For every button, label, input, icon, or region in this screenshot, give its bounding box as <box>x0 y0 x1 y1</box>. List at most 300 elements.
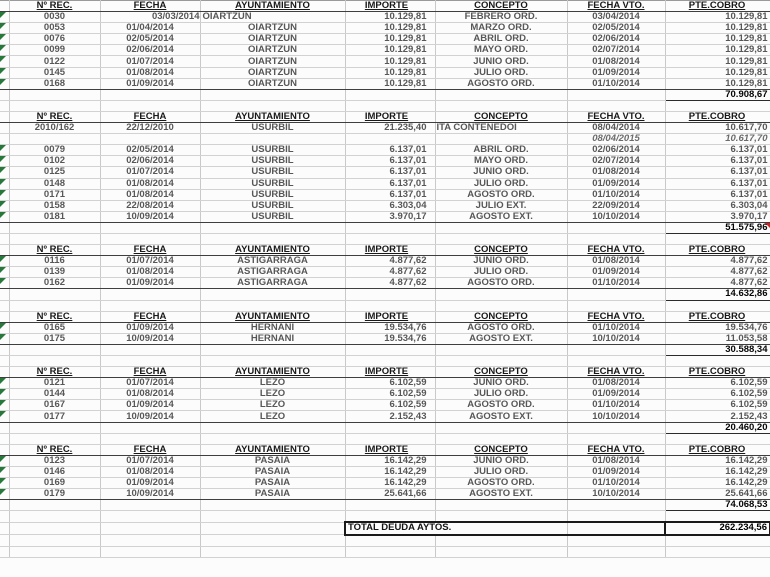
cell-vto[interactable]: 01/09/2014 <box>567 178 665 189</box>
column-header-concepto[interactable]: CONCEPTO <box>435 245 567 256</box>
column-header-concepto[interactable]: CONCEPTO <box>435 111 567 122</box>
cell-fecha[interactable]: 10/09/2014 <box>100 489 200 500</box>
cell-fecha[interactable]: 01/04/2014 <box>100 23 200 34</box>
cell-pte[interactable]: 2.152,43 <box>665 411 770 422</box>
cell-vto[interactable]: 01/08/2014 <box>567 56 665 67</box>
cell-fecha[interactable]: 01/07/2014 <box>100 455 200 466</box>
empty-cell[interactable] <box>200 100 345 111</box>
cell-fecha[interactable]: 01/07/2014 <box>100 56 200 67</box>
column-header-vto[interactable]: FECHA VTO. <box>567 111 665 122</box>
cell-pte[interactable]: 6.102,59 <box>665 400 770 411</box>
empty-cell[interactable] <box>567 356 665 367</box>
cell-fecha[interactable]: 03/03/2014 <box>100 12 200 23</box>
empty-cell[interactable] <box>665 300 770 311</box>
cell-concepto[interactable]: ITA CONTENEDOI <box>435 123 567 134</box>
empty-cell[interactable] <box>345 289 435 300</box>
cell-ayto[interactable]: USURBIL <box>200 200 345 211</box>
cell-ayto[interactable]: OIARTZUN <box>200 78 345 89</box>
column-header-rec[interactable]: Nº REC. <box>9 444 100 455</box>
cell-importe[interactable]: 4.877,62 <box>345 267 435 278</box>
cell-rec[interactable]: 0139 <box>9 267 100 278</box>
empty-cell[interactable] <box>567 89 665 100</box>
empty-cell[interactable] <box>9 356 100 367</box>
cell-fecha[interactable]: 10/09/2014 <box>100 333 200 344</box>
empty-cell[interactable] <box>665 535 770 547</box>
column-header-ayto[interactable]: AYUNTAMIENTO <box>200 367 345 378</box>
empty-cell[interactable] <box>665 100 770 111</box>
cell-ayto[interactable]: LEZO <box>200 389 345 400</box>
cell-pte[interactable]: 6.303,04 <box>665 200 770 211</box>
cell-rec[interactable]: 0122 <box>9 56 100 67</box>
cell-ayto[interactable]: HERNANI <box>200 333 345 344</box>
empty-cell[interactable] <box>435 222 567 233</box>
cell-importe[interactable]: 10.129,81 <box>345 23 435 34</box>
cell-fecha[interactable]: 01/09/2014 <box>100 322 200 333</box>
cell-vto[interactable]: 01/10/2014 <box>567 78 665 89</box>
cell-vto[interactable]: 01/09/2014 <box>567 389 665 400</box>
cell-concepto[interactable]: AGOSTO ORD. <box>435 400 567 411</box>
empty-cell[interactable] <box>435 433 567 444</box>
cell-importe[interactable]: 6.137,01 <box>345 145 435 156</box>
column-header-importe[interactable]: IMPORTE <box>345 311 435 322</box>
cell-rec[interactable]: 0148 <box>9 178 100 189</box>
cell-vto[interactable]: 22/09/2014 <box>567 200 665 211</box>
column-header-vto[interactable]: FECHA VTO. <box>567 311 665 322</box>
cell-rec[interactable]: 0102 <box>9 156 100 167</box>
column-header-importe[interactable]: IMPORTE <box>345 111 435 122</box>
empty-cell[interactable] <box>345 344 435 355</box>
empty-cell[interactable] <box>9 100 100 111</box>
column-header-pte[interactable]: PTE.COBRO <box>665 1 770 12</box>
column-header-rec[interactable]: Nº REC. <box>9 311 100 322</box>
cell-concepto[interactable]: JUNIO ORD. <box>435 56 567 67</box>
cell-fecha[interactable]: 01/09/2014 <box>100 78 200 89</box>
note-pte-cell[interactable]: 10.617,70 <box>665 134 770 145</box>
empty-cell[interactable] <box>9 134 100 145</box>
empty-cell[interactable] <box>345 546 435 557</box>
cell-rec[interactable]: 0030 <box>9 12 100 23</box>
empty-cell[interactable] <box>200 511 345 523</box>
cell-concepto[interactable]: MAYO ORD. <box>435 45 567 56</box>
cell-rec[interactable]: 0162 <box>9 278 100 289</box>
cell-vto[interactable]: 01/08/2014 <box>567 167 665 178</box>
cell-importe[interactable]: 6.137,01 <box>345 156 435 167</box>
cell-concepto[interactable]: AGOSTO EXT. <box>435 211 567 222</box>
cell-rec[interactable]: 0099 <box>9 45 100 56</box>
column-header-ayto[interactable]: AYUNTAMIENTO <box>200 444 345 455</box>
empty-cell[interactable] <box>100 535 200 547</box>
empty-cell[interactable] <box>567 344 665 355</box>
cell-rec[interactable]: 0167 <box>9 400 100 411</box>
cell-ayto[interactable]: OIARTZUN <box>200 67 345 78</box>
cell-rec[interactable]: 0175 <box>9 333 100 344</box>
cell-rec[interactable]: 0179 <box>9 489 100 500</box>
cell-fecha[interactable]: 01/09/2014 <box>100 278 200 289</box>
cell-importe[interactable]: 21.235,40 <box>345 123 435 134</box>
cell-concepto[interactable]: MAYO ORD. <box>435 156 567 167</box>
cell-ayto[interactable]: PASAIA <box>200 455 345 466</box>
cell-importe[interactable]: 16.142,29 <box>345 478 435 489</box>
empty-cell[interactable] <box>435 89 567 100</box>
cell-ayto[interactable]: USURBIL <box>200 178 345 189</box>
cell-ayto[interactable]: OIARTZUN <box>200 56 345 67</box>
empty-cell[interactable] <box>435 422 567 433</box>
column-header-pte[interactable]: PTE.COBRO <box>665 311 770 322</box>
subtotal-astigarraga[interactable]: 14.632,86 <box>665 289 770 300</box>
column-header-fecha[interactable]: FECHA <box>100 245 200 256</box>
column-header-concepto[interactable]: CONCEPTO <box>435 311 567 322</box>
cell-importe[interactable]: 19.534,76 <box>345 333 435 344</box>
cell-rec[interactable]: 0146 <box>9 466 100 477</box>
cell-concepto[interactable]: FEBRERO ORD. <box>435 12 567 23</box>
cell-concepto[interactable]: ABRIL ORD. <box>435 145 567 156</box>
empty-cell[interactable] <box>200 233 345 244</box>
column-header-rec[interactable]: Nº REC. <box>9 245 100 256</box>
cell-ayto[interactable]: PASAIA <box>200 466 345 477</box>
cell-pte[interactable]: 11.053,58 <box>665 333 770 344</box>
empty-cell[interactable] <box>435 546 567 557</box>
cell-fecha[interactable]: 10/09/2014 <box>100 211 200 222</box>
empty-cell[interactable] <box>100 233 200 244</box>
cell-pte[interactable]: 10.129,81 <box>665 34 770 45</box>
cell-vto[interactable]: 01/08/2014 <box>567 256 665 267</box>
cell-fecha[interactable]: 02/05/2014 <box>100 145 200 156</box>
cell-fecha[interactable]: 01/09/2014 <box>100 400 200 411</box>
cell-pte[interactable]: 16.142,29 <box>665 455 770 466</box>
note-vto-cell[interactable]: 08/04/2015 <box>567 134 665 145</box>
cell-rec[interactable]: 0169 <box>9 478 100 489</box>
cell-concepto[interactable]: AGOSTO ORD. <box>435 478 567 489</box>
cell-rec[interactable]: 2010/162 <box>9 123 100 134</box>
cell-pte[interactable]: 6.137,01 <box>665 167 770 178</box>
cell-pte[interactable]: 10.129,81 <box>665 23 770 34</box>
cell-ayto[interactable]: OIARTZUN <box>200 23 345 34</box>
empty-cell[interactable] <box>9 300 100 311</box>
empty-cell[interactable] <box>200 89 345 100</box>
cell-fecha[interactable]: 01/08/2014 <box>100 466 200 477</box>
empty-cell[interactable] <box>9 422 100 433</box>
column-header-rec[interactable]: Nº REC. <box>9 111 100 122</box>
cell-fecha[interactable]: 01/08/2014 <box>100 67 200 78</box>
empty-cell[interactable] <box>200 222 345 233</box>
cell-vto[interactable]: 01/08/2014 <box>567 455 665 466</box>
empty-cell[interactable] <box>100 222 200 233</box>
cell-pte[interactable]: 10.129,81 <box>665 67 770 78</box>
empty-cell[interactable] <box>9 500 100 511</box>
subtotal-pasaia[interactable]: 74.068,53 <box>665 500 770 511</box>
empty-cell[interactable] <box>100 134 200 145</box>
cell-importe[interactable]: 10.129,81 <box>345 67 435 78</box>
cell-importe[interactable]: 6.102,59 <box>345 389 435 400</box>
cell-fecha[interactable]: 02/05/2014 <box>100 34 200 45</box>
cell-fecha[interactable]: 01/08/2014 <box>100 389 200 400</box>
empty-cell[interactable] <box>567 289 665 300</box>
empty-cell[interactable] <box>345 300 435 311</box>
cell-fecha[interactable]: 01/07/2014 <box>100 256 200 267</box>
empty-cell[interactable] <box>9 535 100 547</box>
cell-pte[interactable]: 4.877,62 <box>665 278 770 289</box>
cell-fecha[interactable]: 02/06/2014 <box>100 156 200 167</box>
cell-vto[interactable]: 01/09/2014 <box>567 466 665 477</box>
empty-cell[interactable] <box>9 433 100 444</box>
cell-concepto[interactable]: JULIO ORD. <box>435 389 567 400</box>
cell-importe[interactable]: 6.137,01 <box>345 178 435 189</box>
cell-rec[interactable]: 0177 <box>9 411 100 422</box>
cell-concepto[interactable]: JULIO EXT. <box>435 200 567 211</box>
column-header-fecha[interactable]: FECHA <box>100 367 200 378</box>
empty-cell[interactable] <box>567 300 665 311</box>
grand-total-value[interactable]: 262.234,56 <box>665 522 770 534</box>
cell-importe[interactable]: 19.534,76 <box>345 322 435 333</box>
empty-cell[interactable] <box>345 134 435 145</box>
cell-vto[interactable]: 10/10/2014 <box>567 211 665 222</box>
cell-concepto[interactable]: JUNIO ORD. <box>435 378 567 389</box>
cell-concepto[interactable]: ABRIL ORD. <box>435 34 567 45</box>
empty-cell[interactable] <box>345 535 435 547</box>
column-header-fecha[interactable]: FECHA <box>100 1 200 12</box>
empty-cell[interactable] <box>665 546 770 557</box>
cell-concepto[interactable]: MARZO ORD. <box>435 23 567 34</box>
empty-cell[interactable] <box>435 356 567 367</box>
cell-ayto[interactable]: LEZO <box>200 400 345 411</box>
cell-ayto[interactable]: USURBIL <box>200 156 345 167</box>
cell-ayto[interactable]: ASTIGARRAGA <box>200 278 345 289</box>
cell-rec[interactable]: 0116 <box>9 256 100 267</box>
empty-cell[interactable] <box>100 289 200 300</box>
empty-cell[interactable] <box>200 422 345 433</box>
empty-cell[interactable] <box>345 356 435 367</box>
empty-cell[interactable] <box>9 289 100 300</box>
empty-cell[interactable] <box>9 511 100 523</box>
empty-cell[interactable] <box>435 289 567 300</box>
cell-rec[interactable]: 0144 <box>9 389 100 400</box>
empty-cell[interactable] <box>345 233 435 244</box>
empty-cell[interactable] <box>435 100 567 111</box>
cell-importe[interactable]: 4.877,62 <box>345 278 435 289</box>
grand-total-label[interactable]: TOTAL DEUDA AYTOS. <box>345 522 567 534</box>
cell-importe[interactable]: 3.970,17 <box>345 211 435 222</box>
cell-ayto[interactable]: ASTIGARRAGA <box>200 267 345 278</box>
empty-cell[interactable] <box>345 422 435 433</box>
cell-importe[interactable]: 10.129,81 <box>345 78 435 89</box>
empty-cell[interactable] <box>435 344 567 355</box>
empty-cell[interactable] <box>100 522 200 534</box>
cell-importe[interactable]: 4.877,62 <box>345 256 435 267</box>
empty-cell[interactable] <box>345 433 435 444</box>
empty-cell[interactable] <box>567 535 665 547</box>
cell-pte[interactable]: 6.137,01 <box>665 156 770 167</box>
cell-concepto[interactable]: AGOSTO ORD. <box>435 322 567 333</box>
cell-vto[interactable]: 10/10/2014 <box>567 333 665 344</box>
cell-importe[interactable]: 6.102,59 <box>345 400 435 411</box>
cell-pte[interactable]: 10.617,70 <box>665 123 770 134</box>
empty-cell[interactable] <box>100 300 200 311</box>
cell-concepto[interactable]: JUNIO ORD. <box>435 167 567 178</box>
empty-cell[interactable] <box>200 500 345 511</box>
cell-fecha[interactable]: 01/09/2014 <box>100 478 200 489</box>
empty-cell[interactable] <box>567 233 665 244</box>
cell-rec[interactable]: 0125 <box>9 167 100 178</box>
cell-concepto[interactable]: AGOSTO ORD. <box>435 189 567 200</box>
empty-cell[interactable] <box>665 233 770 244</box>
cell-ayto[interactable]: PASAIA <box>200 489 345 500</box>
cell-pte[interactable]: 16.142,29 <box>665 466 770 477</box>
column-header-fecha[interactable]: FECHA <box>100 311 200 322</box>
empty-cell[interactable] <box>345 89 435 100</box>
column-header-rec[interactable]: Nº REC. <box>9 367 100 378</box>
cell-vto[interactable]: 08/04/2014 <box>567 123 665 134</box>
empty-cell[interactable] <box>9 522 100 534</box>
cell-importe[interactable]: 6.102,59 <box>345 378 435 389</box>
cell-pte[interactable]: 6.137,01 <box>665 145 770 156</box>
cell-pte[interactable]: 16.142,29 <box>665 478 770 489</box>
empty-cell[interactable] <box>200 344 345 355</box>
cell-fecha[interactable]: 01/08/2014 <box>100 267 200 278</box>
cell-pte[interactable]: 19.534,76 <box>665 322 770 333</box>
cell-pte[interactable]: 6.102,59 <box>665 378 770 389</box>
column-header-vto[interactable]: FECHA VTO. <box>567 367 665 378</box>
empty-cell[interactable] <box>567 222 665 233</box>
cell-rec[interactable]: 0165 <box>9 322 100 333</box>
empty-cell[interactable] <box>100 546 200 557</box>
empty-cell[interactable] <box>435 500 567 511</box>
cell-importe[interactable]: 2.152,43 <box>345 411 435 422</box>
empty-cell[interactable] <box>100 89 200 100</box>
empty-cell[interactable] <box>100 511 200 523</box>
cell-vto[interactable]: 03/04/2014 <box>567 12 665 23</box>
empty-cell[interactable] <box>200 300 345 311</box>
empty-cell[interactable] <box>9 222 100 233</box>
empty-cell[interactable] <box>100 433 200 444</box>
empty-cell[interactable] <box>9 344 100 355</box>
cell-pte[interactable]: 6.137,01 <box>665 189 770 200</box>
empty-cell[interactable] <box>200 522 345 534</box>
cell-ayto[interactable]: OIARTZUN <box>200 45 345 56</box>
cell-vto[interactable]: 01/09/2014 <box>567 67 665 78</box>
empty-cell[interactable] <box>345 500 435 511</box>
cell-pte[interactable]: 10.129,81 <box>665 78 770 89</box>
cell-vto[interactable]: 01/09/2014 <box>567 267 665 278</box>
empty-cell[interactable] <box>435 300 567 311</box>
cell-rec[interactable]: 0121 <box>9 378 100 389</box>
cell-rec[interactable]: 0053 <box>9 23 100 34</box>
cell-fecha[interactable]: 02/06/2014 <box>100 45 200 56</box>
cell-importe[interactable]: 10.129,81 <box>345 34 435 45</box>
empty-cell[interactable] <box>665 356 770 367</box>
cell-ayto[interactable]: HERNANI <box>200 322 345 333</box>
cell-importe[interactable]: 6.303,04 <box>345 200 435 211</box>
column-header-importe[interactable]: IMPORTE <box>345 1 435 12</box>
cell-fecha[interactable]: 22/12/2010 <box>100 123 200 134</box>
cell-fecha[interactable]: 01/07/2014 <box>100 378 200 389</box>
cell-importe[interactable]: 6.137,01 <box>345 189 435 200</box>
column-header-importe[interactable]: IMPORTE <box>345 245 435 256</box>
cell-vto[interactable]: 02/05/2014 <box>567 23 665 34</box>
cell-fecha[interactable]: 10/09/2014 <box>100 411 200 422</box>
cell-rec[interactable]: 0168 <box>9 78 100 89</box>
empty-cell[interactable] <box>200 535 345 547</box>
cell-importe[interactable]: 6.137,01 <box>345 167 435 178</box>
column-header-concepto[interactable]: CONCEPTO <box>435 1 567 12</box>
cell-fecha[interactable]: 01/07/2014 <box>100 167 200 178</box>
cell-vto[interactable]: 10/10/2014 <box>567 411 665 422</box>
empty-cell[interactable] <box>100 100 200 111</box>
column-header-ayto[interactable]: AYUNTAMIENTO <box>200 111 345 122</box>
column-header-ayto[interactable]: AYUNTAMIENTO <box>200 245 345 256</box>
cell-vto[interactable]: 01/08/2014 <box>567 378 665 389</box>
column-header-pte[interactable]: PTE.COBRO <box>665 111 770 122</box>
column-header-vto[interactable]: FECHA VTO. <box>567 1 665 12</box>
empty-cell[interactable] <box>200 289 345 300</box>
cell-vto[interactable]: 02/07/2014 <box>567 156 665 167</box>
empty-cell[interactable] <box>567 422 665 433</box>
empty-cell[interactable] <box>100 422 200 433</box>
cell-concepto[interactable]: JULIO ORD. <box>435 267 567 278</box>
cell-concepto[interactable]: JULIO ORD. <box>435 466 567 477</box>
cell-importe[interactable]: 25.641,66 <box>345 489 435 500</box>
cell-vto[interactable]: 02/07/2014 <box>567 45 665 56</box>
cell-pte[interactable]: 25.641,66 <box>665 489 770 500</box>
empty-cell[interactable] <box>665 511 770 523</box>
cell-pte[interactable]: 10.129,81 <box>665 56 770 67</box>
column-header-fecha[interactable]: FECHA <box>100 444 200 455</box>
cell-rec[interactable]: 0145 <box>9 67 100 78</box>
empty-cell[interactable] <box>345 100 435 111</box>
cell-pte[interactable]: 6.137,01 <box>665 178 770 189</box>
empty-cell[interactable] <box>435 535 567 547</box>
cell-vto[interactable]: 10/10/2014 <box>567 489 665 500</box>
cell-importe[interactable]: 10.129,81 <box>345 45 435 56</box>
subtotal-lezo[interactable]: 20.460,20 <box>665 422 770 433</box>
column-header-pte[interactable]: PTE.COBRO <box>665 367 770 378</box>
empty-cell[interactable] <box>9 546 100 557</box>
cell-vto[interactable]: 01/10/2014 <box>567 322 665 333</box>
cell-pte[interactable]: 10.129,81 <box>665 45 770 56</box>
cell-vto[interactable]: 01/10/2014 <box>567 278 665 289</box>
subtotal-oiartzun[interactable]: 70.908,67 <box>665 89 770 100</box>
empty-cell[interactable] <box>200 356 345 367</box>
empty-cell[interactable] <box>567 100 665 111</box>
cell-pte[interactable]: 6.102,59 <box>665 389 770 400</box>
cell-ayto[interactable]: USURBIL <box>200 189 345 200</box>
cell-vto[interactable]: 01/10/2014 <box>567 189 665 200</box>
cell-rec[interactable]: 0171 <box>9 189 100 200</box>
column-header-rec[interactable]: Nº REC. <box>9 1 100 12</box>
empty-cell[interactable] <box>567 433 665 444</box>
empty-cell[interactable] <box>345 511 435 523</box>
cell-importe[interactable]: 16.142,29 <box>345 455 435 466</box>
cell-ayto[interactable]: USURBIL <box>200 145 345 156</box>
column-header-importe[interactable]: IMPORTE <box>345 444 435 455</box>
column-header-pte[interactable]: PTE.COBRO <box>665 245 770 256</box>
cell-fecha[interactable]: 01/08/2014 <box>100 189 200 200</box>
cell-concepto[interactable]: AGOSTO ORD. <box>435 78 567 89</box>
cell-concepto[interactable]: JULIO ORD. <box>435 178 567 189</box>
column-header-vto[interactable]: FECHA VTO. <box>567 444 665 455</box>
empty-cell[interactable] <box>200 433 345 444</box>
cell-ayto[interactable]: ASTIGARRAGA <box>200 256 345 267</box>
cell-pte[interactable]: 4.877,62 <box>665 256 770 267</box>
column-header-fecha[interactable]: FECHA <box>100 111 200 122</box>
subtotal-usurbil[interactable]: 51.575,96 <box>665 222 770 233</box>
cell-rec[interactable]: 0076 <box>9 34 100 45</box>
cell-pte[interactable]: 10.129,81 <box>665 12 770 23</box>
empty-cell[interactable] <box>567 546 665 557</box>
empty-cell[interactable] <box>200 134 345 145</box>
empty-cell[interactable] <box>345 222 435 233</box>
cell-importe[interactable]: 16.142,29 <box>345 466 435 477</box>
empty-cell[interactable] <box>665 433 770 444</box>
